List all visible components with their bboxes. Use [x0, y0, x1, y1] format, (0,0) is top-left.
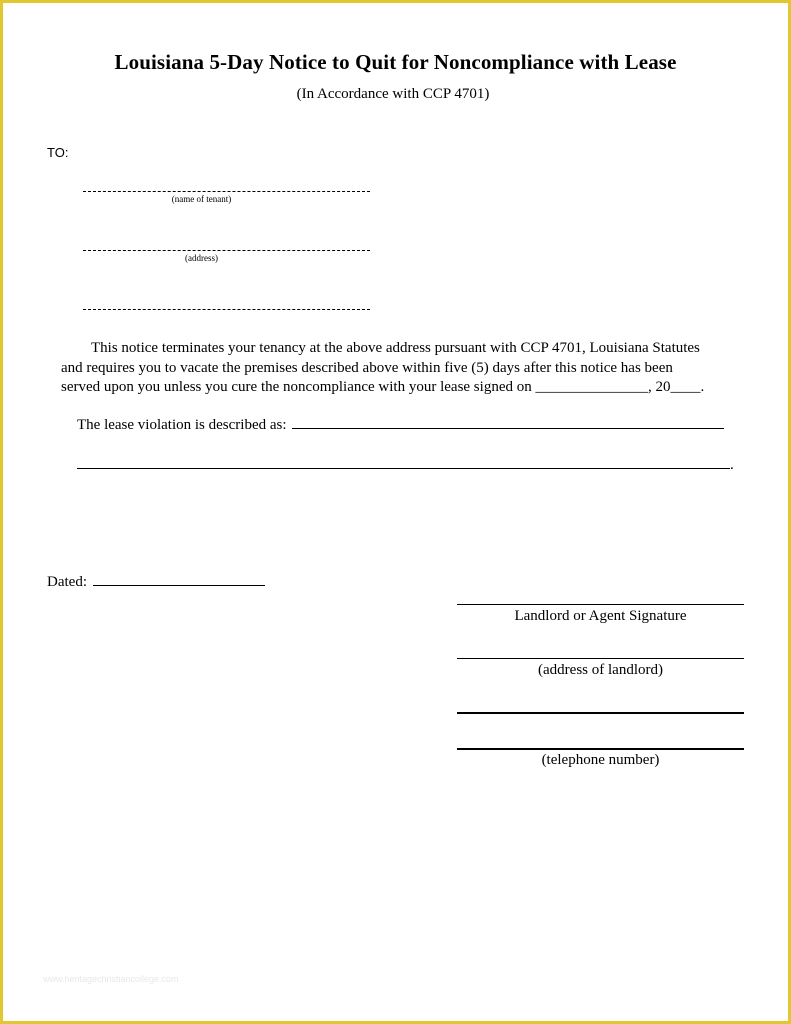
tenant-address-field[interactable]	[83, 250, 370, 251]
violation-field-line2[interactable]	[77, 454, 730, 469]
telephone-field[interactable]	[457, 748, 744, 750]
tenant-name-field[interactable]	[83, 191, 370, 192]
notice-line-2: and requires you to vacate the premises described above within five (5) days after this notice has been	[61, 359, 673, 376]
notice-line-1: This notice terminates your tenancy at the above address pursuant with CCP 4701, Louisiana Statutes	[91, 340, 700, 356]
violation-end-mark: .	[730, 457, 734, 473]
landlord-signature-field[interactable]	[457, 604, 744, 605]
document-title: Louisiana 5-Day Notice to Quit for Noncompliance with Lease	[114, 50, 677, 74]
landlord-address-caption: (address of landlord)	[538, 662, 663, 678]
to-label: TO:	[47, 145, 69, 160]
notice-line-3: served upon you unless you cure the noncompliance with your lease signed on _______________, 20____.	[61, 379, 705, 395]
tenant-name-caption: (name of tenant)	[171, 194, 232, 204]
document-subtitle: (In Accordance with CCP 4701)	[296, 86, 490, 102]
dated-label: Dated:	[47, 574, 87, 590]
landlord-address-line2-field[interactable]	[457, 712, 744, 714]
violation-label: The lease violation is described as:	[77, 417, 287, 433]
violation-field[interactable]	[292, 414, 724, 429]
notice-paragraph	[61, 339, 741, 398]
dated-row	[47, 571, 265, 591]
tenant-address-caption: (address)	[185, 253, 218, 263]
landlord-signature-caption: Landlord or Agent Signature	[514, 608, 687, 624]
tenant-address-line2-field[interactable]	[83, 309, 370, 310]
violation-row	[77, 414, 724, 434]
violation-row-2	[77, 454, 734, 474]
watermark-text: www.heritagechristiancollege.com	[43, 974, 179, 984]
landlord-address-field[interactable]	[457, 658, 744, 659]
dated-field[interactable]	[93, 571, 265, 586]
telephone-caption: (telephone number)	[541, 752, 660, 768]
